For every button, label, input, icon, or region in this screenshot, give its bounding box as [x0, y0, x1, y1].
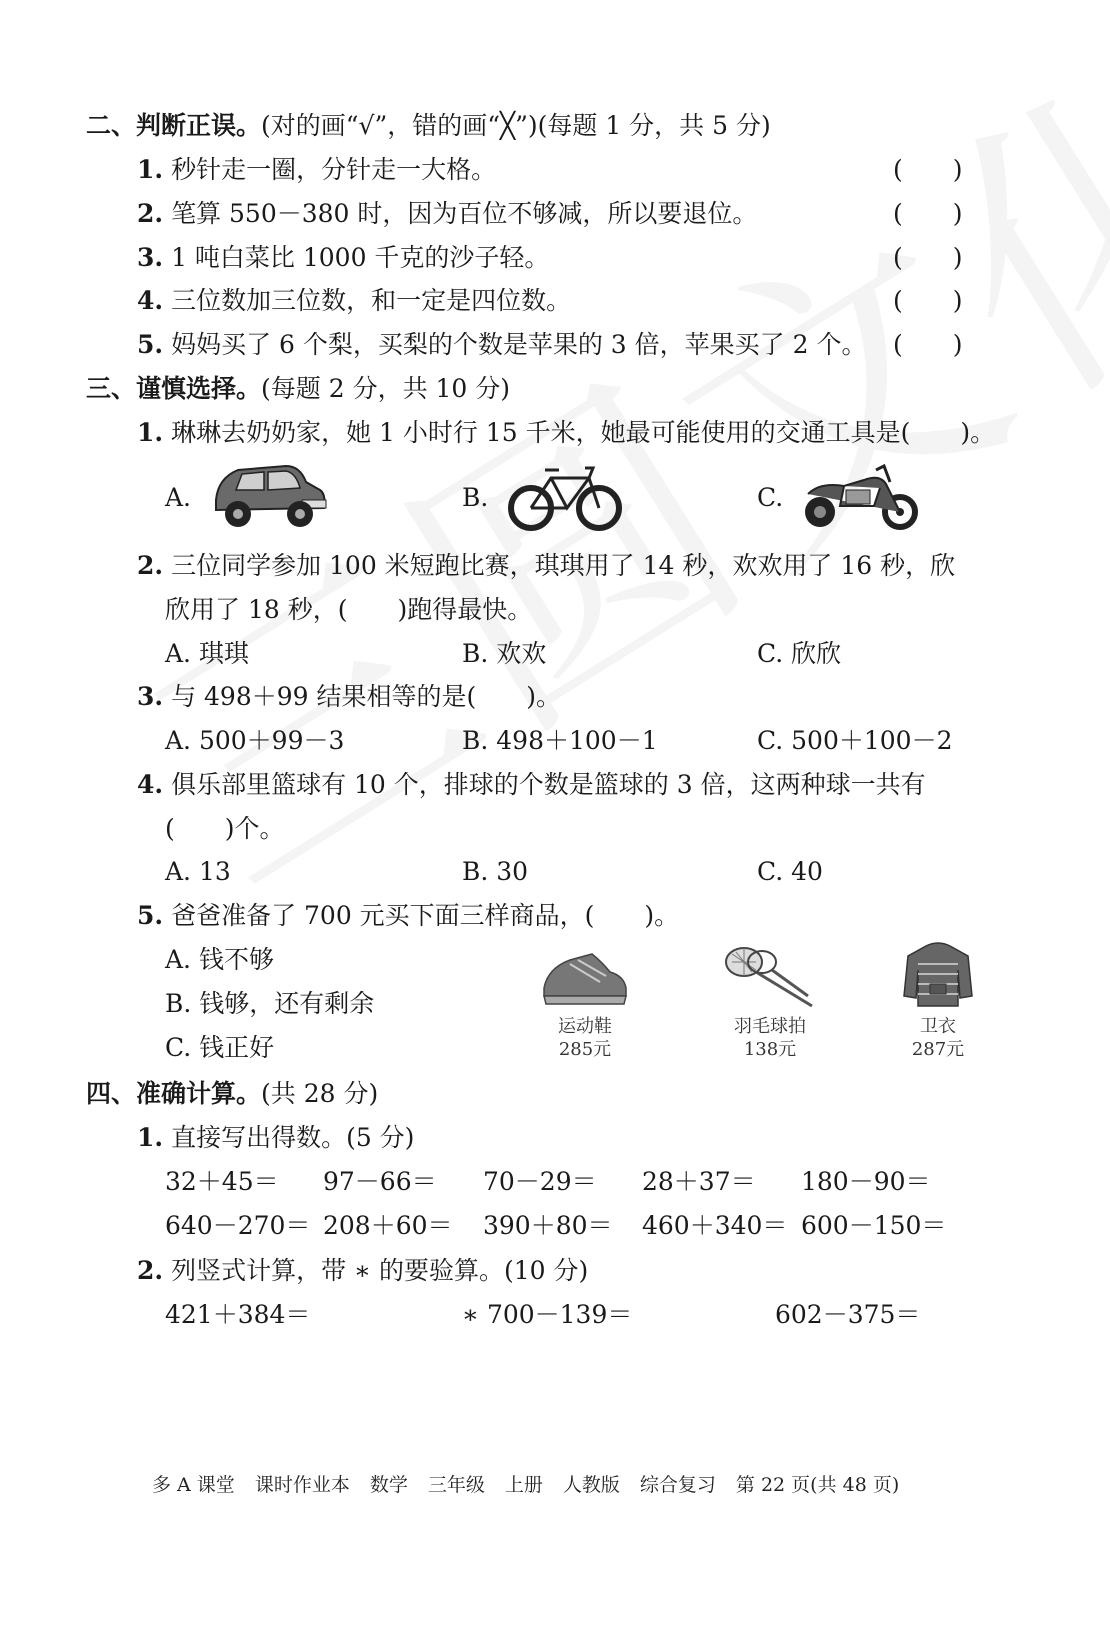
- q-text: 列竖式计算，带 ∗ 的要验算。(10 分): [171, 1256, 589, 1285]
- answer-paren[interactable]: ( ): [893, 155, 963, 184]
- option-c[interactable]: C. 钱正好: [165, 1033, 275, 1062]
- footer-grade: 三年级: [427, 1474, 485, 1496]
- sneaker-icon: [540, 948, 630, 1010]
- good-price: 285元: [558, 1038, 612, 1060]
- section-2-title: 二、判断正误。: [86, 111, 262, 140]
- footer-page: 第 22 页(共 48 页): [735, 1474, 900, 1496]
- good-caption: [720, 1016, 820, 1061]
- footer-brand: 多 A 课堂: [152, 1474, 235, 1496]
- option-c[interactable]: C. 40: [757, 857, 823, 886]
- q-num: 1.: [137, 1123, 164, 1152]
- s3-q1: [137, 420, 995, 445]
- vertical-calc-item[interactable]: 602－375＝: [775, 1300, 921, 1329]
- calc-item[interactable]: 28＋37＝: [642, 1167, 756, 1196]
- s4-q1: [137, 1125, 414, 1150]
- calc-item[interactable]: 32＋45＝: [165, 1167, 279, 1196]
- footer-subject: 数学: [369, 1474, 408, 1496]
- section-4-heading: [86, 1081, 378, 1106]
- q-num: 3.: [137, 682, 164, 711]
- sweater-icon: [902, 940, 974, 1010]
- option-a[interactable]: A. 13: [165, 857, 231, 886]
- q-num: 2.: [137, 199, 164, 228]
- answer-paren[interactable]: ( ): [893, 243, 963, 272]
- section-2-heading: [86, 113, 771, 138]
- q-text: 直接写出得数。(5 分): [171, 1123, 415, 1152]
- q-num: 2.: [137, 551, 164, 580]
- s3-q2-line1: [137, 553, 955, 578]
- answer-paren[interactable]: ( ): [893, 330, 963, 359]
- q-text: 秒针走一圈，分针走一大格。: [171, 155, 497, 184]
- badminton-racket-icon: [722, 944, 818, 1010]
- s2-item-1: [137, 157, 496, 182]
- option-a[interactable]: A. 500＋99－3: [165, 726, 345, 755]
- q-text: 笔算 550－380 时，因为百位不够减，所以要退位。: [171, 199, 758, 228]
- footer-edition: 人教版: [562, 1474, 620, 1496]
- q-num: 1.: [137, 155, 164, 184]
- s3-q4-line1: [137, 772, 926, 797]
- s2-item-3: [137, 245, 549, 270]
- calc-item[interactable]: 70－29＝: [483, 1167, 597, 1196]
- section-2-note: (对的画“√”，错的画“╳”)(每题 1 分，共 5 分): [261, 111, 771, 140]
- s2-item-2: [137, 201, 757, 226]
- calc-item[interactable]: 460＋340＝: [642, 1211, 788, 1240]
- good-price: 287元: [911, 1038, 965, 1060]
- bicycle-icon: [505, 460, 625, 532]
- calc-item[interactable]: 97－66＝: [323, 1167, 437, 1196]
- calc-item[interactable]: 600－150＝: [801, 1211, 947, 1240]
- q-text: 与 498＋99 结果相等的是( )。: [171, 682, 561, 711]
- q-num: 3.: [137, 243, 164, 272]
- vertical-calc-item[interactable]: 421＋384＝: [165, 1300, 311, 1329]
- option-b[interactable]: B. 30: [462, 857, 529, 886]
- footer-volume: 上册: [504, 1474, 543, 1496]
- footer-book: 课时作业本: [254, 1474, 350, 1496]
- q-num: 5.: [137, 330, 164, 359]
- section-3-heading: [86, 376, 510, 401]
- s3-q5: [137, 903, 679, 928]
- section-3-note: (每题 2 分，共 10 分): [261, 374, 511, 403]
- good-price: 138元: [743, 1038, 797, 1060]
- calc-item[interactable]: 208＋60＝: [323, 1211, 453, 1240]
- s3-q4-line2: ( )个。: [165, 814, 285, 843]
- s3-q2-line2: 欣用了 18 秒，( )跑得最快。: [165, 595, 533, 624]
- q-num: 5.: [137, 901, 164, 930]
- section-4-title: 四、准确计算。: [86, 1079, 262, 1108]
- calc-item[interactable]: 390＋80＝: [483, 1211, 613, 1240]
- good-caption: [888, 1016, 988, 1061]
- q-text: 爸爸准备了 700 元买下面三样商品，( )。: [171, 901, 680, 930]
- option-a[interactable]: A.: [165, 483, 192, 512]
- answer-paren[interactable]: ( ): [893, 286, 963, 315]
- q-num: 1.: [137, 418, 164, 447]
- q-text: 三位同学参加 100 米短跑比赛，琪琪用了 14 秒，欢欢用了 16 秒，欣: [171, 551, 956, 580]
- section-4-note: (共 28 分): [261, 1079, 379, 1108]
- section-3-title: 三、谨慎选择。: [86, 374, 262, 403]
- s3-q3: [137, 684, 561, 709]
- option-a[interactable]: A. 钱不够: [165, 945, 274, 974]
- calc-item[interactable]: 180－90＝: [801, 1167, 931, 1196]
- answer-paren[interactable]: ( ): [893, 199, 963, 228]
- option-b[interactable]: B. 欢欢: [462, 639, 547, 668]
- s4-q2: [137, 1258, 588, 1283]
- q-num: 2.: [137, 1256, 164, 1285]
- q-text: 妈妈买了 6 个梨，买梨的个数是苹果的 3 倍，苹果买了 2 个。: [171, 330, 867, 359]
- option-c[interactable]: C.: [757, 483, 784, 512]
- good-name: 卫衣: [920, 1016, 956, 1037]
- good-name: 运动鞋: [558, 1016, 612, 1037]
- q-num: 4.: [137, 286, 164, 315]
- option-b[interactable]: B. 498＋100－1: [462, 726, 658, 755]
- option-b[interactable]: B. 钱够，还有剩余: [165, 989, 375, 1018]
- good-caption: [535, 1016, 635, 1061]
- q-num: 4.: [137, 770, 164, 799]
- page-footer: [152, 1476, 919, 1495]
- s2-item-4: [137, 288, 571, 313]
- motorcycle-icon: [800, 460, 920, 532]
- q-text: 三位数加三位数，和一定是四位数。: [171, 286, 572, 315]
- q-text: 俱乐部里篮球有 10 个，排球的个数是篮球的 3 倍，这两种球一共有: [171, 770, 926, 799]
- q-text: 琳琳去奶奶家，她 1 小时行 15 千米，她最可能使用的交通工具是( )。: [171, 418, 996, 447]
- option-c[interactable]: C. 欣欣: [757, 639, 842, 668]
- option-c[interactable]: C. 500＋100－2: [757, 726, 953, 755]
- s2-item-5: [137, 332, 866, 357]
- option-a[interactable]: A. 琪琪: [165, 639, 249, 668]
- good-name: 羽毛球拍: [734, 1016, 806, 1037]
- option-b[interactable]: B.: [462, 483, 489, 512]
- calc-item[interactable]: 640－270＝: [165, 1211, 311, 1240]
- footer-unit: 综合复习: [639, 1474, 716, 1496]
- vertical-calc-item[interactable]: ∗ 700－139＝: [462, 1300, 633, 1329]
- car-icon: [208, 460, 328, 532]
- q-text: 1 吨白菜比 1000 千克的沙子轻。: [171, 243, 550, 272]
